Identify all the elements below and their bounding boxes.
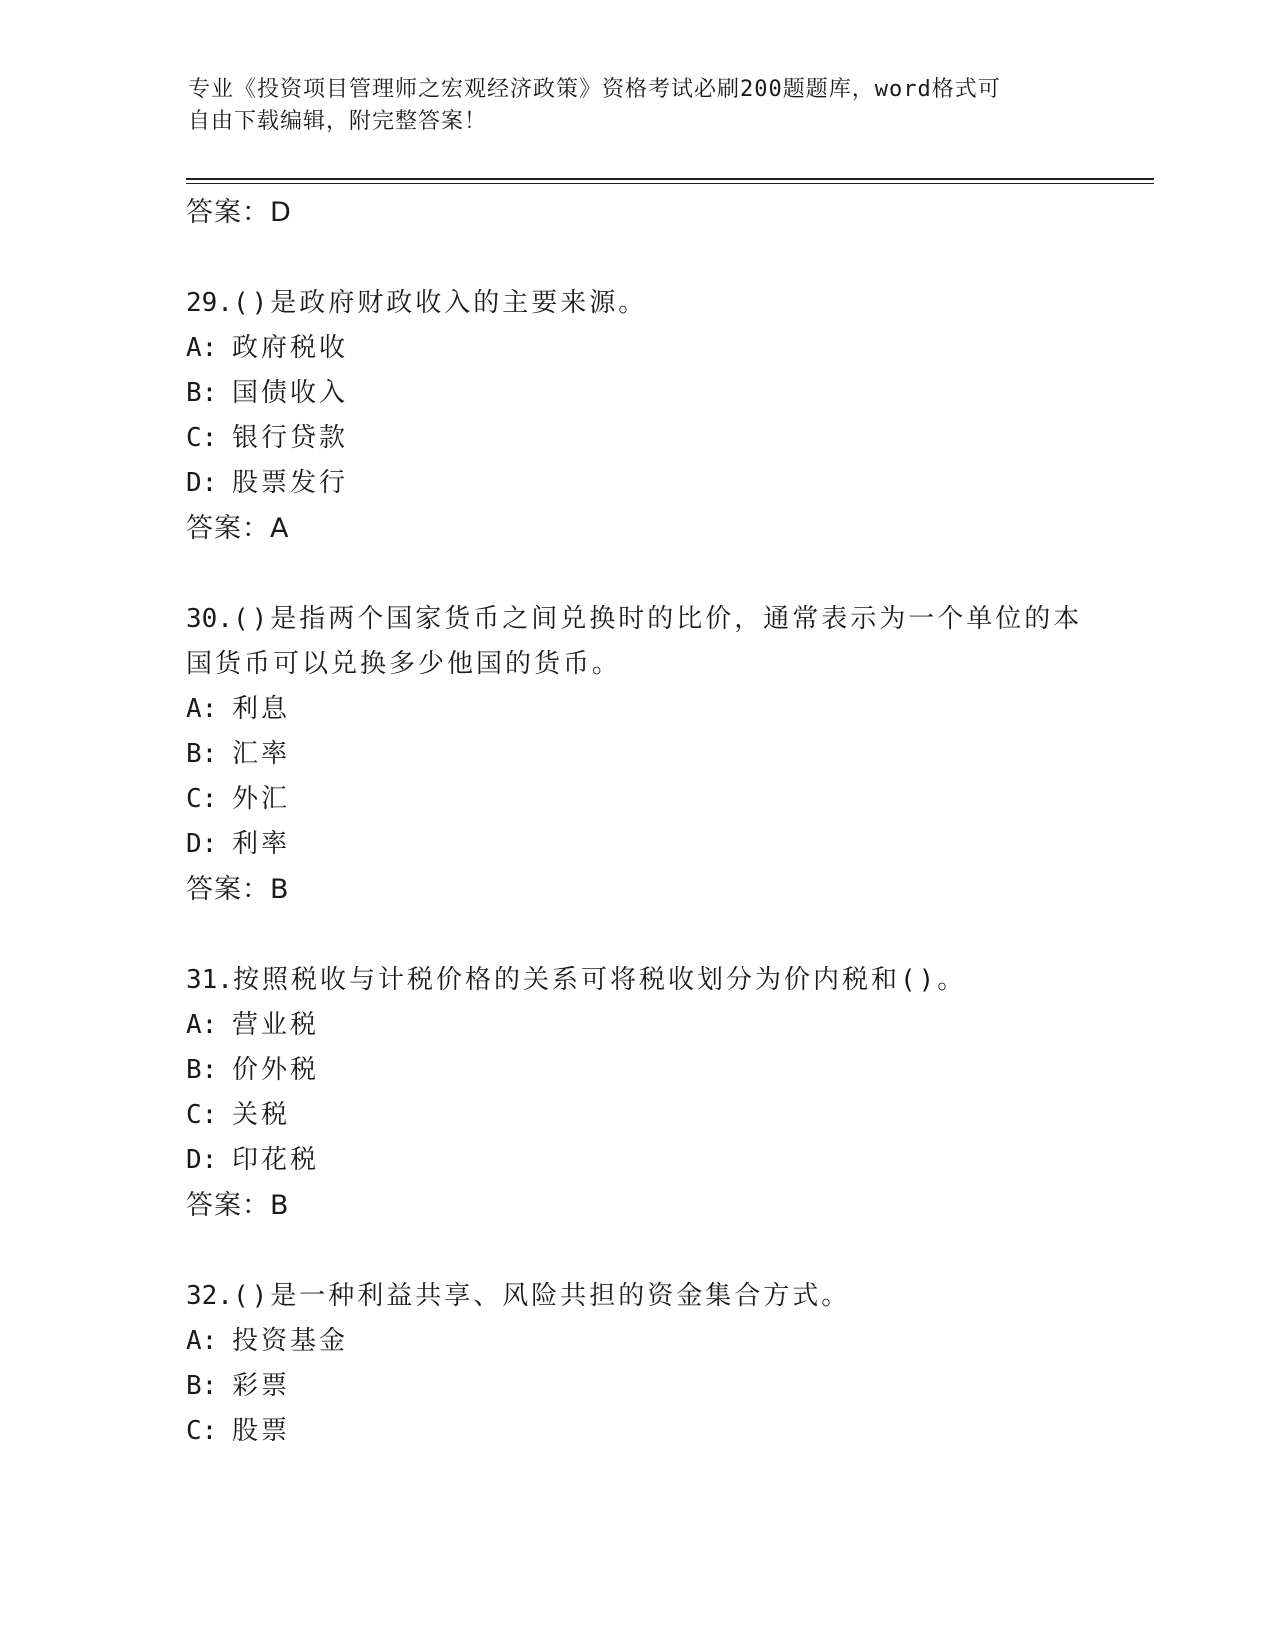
option-letter: D: xyxy=(186,468,218,498)
question-number: 31. xyxy=(186,965,233,995)
question-item xyxy=(186,597,1086,912)
option-letter: B: xyxy=(186,1055,218,1085)
option-letter: A: xyxy=(186,694,218,724)
option-b xyxy=(186,732,1086,777)
question-stem: ()是一种利益共享、风险共担的资金集合方式。 xyxy=(232,1281,851,1311)
option-text: 股票 xyxy=(232,1416,291,1446)
header-line-2: 自由下载编辑，附完整答案！ xyxy=(188,109,488,134)
option-text: 银行贷款 xyxy=(232,423,349,453)
question-number: 29. xyxy=(186,288,233,318)
option-c xyxy=(186,777,1086,822)
question-item xyxy=(186,1274,1086,1454)
option-text: 股票发行 xyxy=(232,468,349,498)
option-text: 利率 xyxy=(232,829,291,859)
option-text: 外汇 xyxy=(232,784,291,814)
option-letter: B: xyxy=(186,378,218,408)
option-b xyxy=(186,1364,1086,1409)
option-letter: C: xyxy=(186,784,218,814)
option-text: 汇率 xyxy=(232,739,291,769)
document-header xyxy=(188,74,1068,138)
option-b xyxy=(186,371,1086,416)
option-c xyxy=(186,1093,1086,1138)
option-d xyxy=(186,461,1086,506)
question-stem: 按照税收与计税价格的关系可将税收划分为价内税和()。 xyxy=(232,965,967,995)
option-text: 印花税 xyxy=(232,1145,320,1175)
question-list xyxy=(186,190,1086,1454)
option-letter: D: xyxy=(186,829,218,859)
option-text: 投资基金 xyxy=(232,1326,349,1356)
option-a xyxy=(186,326,1086,371)
option-letter: C: xyxy=(186,423,218,453)
header-line-1: 专业《投资项目管理师之宏观经济政策》资格考试必刷200题题库，word格式可 xyxy=(188,77,1001,102)
option-a xyxy=(186,1003,1086,1048)
option-text: 关税 xyxy=(232,1100,291,1130)
question-text xyxy=(186,281,1086,326)
option-d xyxy=(186,822,1086,867)
option-c xyxy=(186,416,1086,461)
option-text: 价外税 xyxy=(232,1055,320,1085)
question-stem: ()是指两个国家货币之间兑换时的比价，通常表示为一个单位的本国货币可以兑换多少他国的货币。 xyxy=(186,604,1083,679)
question-stem: ()是政府财政收入的主要来源。 xyxy=(232,288,648,318)
option-letter: A: xyxy=(186,1010,218,1040)
question-number: 30. xyxy=(186,604,233,634)
option-letter: B: xyxy=(186,739,218,769)
option-text: 彩票 xyxy=(232,1371,291,1401)
question-number: 32. xyxy=(186,1281,233,1311)
option-letter: B: xyxy=(186,1371,218,1401)
answer-line: 答案：D xyxy=(186,197,292,228)
option-text: 利息 xyxy=(232,694,291,724)
answer-line: 答案：A xyxy=(186,513,290,544)
option-letter: C: xyxy=(186,1416,218,1446)
answer-line: 答案：B xyxy=(186,874,290,905)
header-divider-thick xyxy=(186,178,1154,180)
question-item xyxy=(186,958,1086,1228)
option-text: 国债收入 xyxy=(232,378,349,408)
option-letter: C: xyxy=(186,1100,218,1130)
answer-line: 答案：B xyxy=(186,1190,290,1221)
option-letter: A: xyxy=(186,1326,218,1356)
question-text xyxy=(186,597,1086,687)
option-b xyxy=(186,1048,1086,1093)
question-item xyxy=(186,281,1086,551)
option-text: 政府税收 xyxy=(232,333,349,363)
option-a xyxy=(186,687,1086,732)
question-text xyxy=(186,958,1086,1003)
option-text: 营业税 xyxy=(232,1010,320,1040)
header-divider-thin xyxy=(186,183,1154,184)
option-c xyxy=(186,1409,1086,1454)
option-d xyxy=(186,1138,1086,1183)
question-text xyxy=(186,1274,1086,1319)
option-a xyxy=(186,1319,1086,1364)
option-letter: A: xyxy=(186,333,218,363)
option-letter: D: xyxy=(186,1145,218,1175)
